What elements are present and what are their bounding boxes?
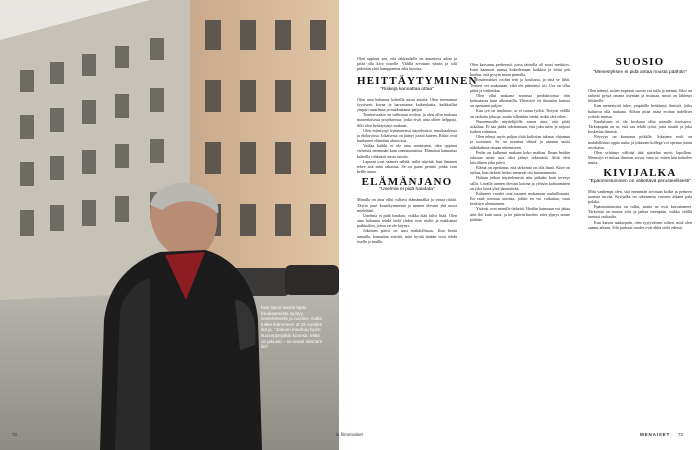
footer-url: is.fi/menaiset xyxy=(336,432,363,437)
paragraph: Teatterissakin on vaihtunut rooleja, ja olen ollut mukana monenlaisissa projekteissa, jotka eivät aina olleet helppoja. Silti olen heittäytynyt mukaan. xyxy=(357,112,457,128)
paragraph: Olen yrittänyt välittää tätä ajattelua myös lapsilleni. Menestys ei mittaa ihmisen arvoa, vaan se, miten hän kohtelee muita. xyxy=(588,149,692,166)
paragraph: Olen ollut mukana monissa produktioissa niin kotimaassa kuin ulkomailla. Yhteistyö eri ihmisten kanssa on opettanut paljon. xyxy=(470,92,570,109)
paragraph: Olen oppinut sen, että rakkaudelle on annettava aikaa ja pitää olla kiva toiselle. Välillä arvataan väärin ja silti pidetään yhtä kumppanina eikä luovuta. xyxy=(357,56,457,72)
paragraph: Nuoremmille näyttelijöille sanon aina, että pitää uskaltaa. Ei saa jäädä odottamaan, että joku tulee ja tarjoaa kaiken valmiina. xyxy=(470,118,570,135)
paragraph: Mitä vanhempi olen, sitä enemmän arvostan kodin ja perheen tuomaa turvaa. Kivijalka on rakennettu vuosien aikana pala palalta. xyxy=(588,188,692,204)
section-subtitle: "Menestyksen ei pidä antaa nousta päähän" xyxy=(593,70,687,75)
article-column-1 xyxy=(357,56,478,244)
paragraph: Jokainen päivä on uusi mahdollisuus. Kun herää aamulla, kannattaa miettiä, mitä hyvää tänään voisi tehdä itselle ja muille. xyxy=(357,228,457,244)
paragraph: Olen nähnyt, miten nopeasti suosio voi tulla ja mennä. Siksi on tärkeää pysyä omana itsenään ja muistaa, mistä on lähtenyt liikkeelle. xyxy=(588,88,692,104)
section-subtitle: "Unelmia ei pidä haudata" xyxy=(379,187,435,193)
paragraph: Elämä on opettanut, että tärkeintä on olla läsnä. Kiire on turhaa, kun tärkeät hetket menevät ohi huomaamatta. xyxy=(470,165,570,176)
photo-illustration xyxy=(0,0,339,450)
paragraph: Olen kasvanut perheessä, jossa taiteella oli suuri merkitys. Isäni kannusti minua kokeilemaan kaikkea ja äitini piti huolen, että pysyin maan pinnalla. xyxy=(470,62,570,78)
paragraph: Kun katson taaksepäin, olen tyytyväinen siihen, mitä olen saanut aikaan. Silti parhaat vuodet ovat ehkä vielä edessä. xyxy=(588,219,692,230)
section-title-elamanjano: ELÄMÄNJANO xyxy=(361,176,453,189)
section-title-suosio: SUOSIO xyxy=(615,56,665,68)
paragraph: Perhe on kulkenut mukana koko matkan. Ilman heidän tukeaan moni asia olisi jäänyt tekemättä. Siitä olen kiitollinen joka päivä. xyxy=(470,149,570,165)
paragraph: Olen aina halunnut kokeilla uusia asioita. Olen treenannut fyysisesti kovaa ja harrastanut kaikenlaista, keikkaillut ympäri maailmaa ja matkustanut paljon. xyxy=(357,96,457,113)
paragraph: Vaikka kaikki ei ole aina onnistunut, olen oppinut virheistä enemmän kuin onnistumisista. Elämässä kannattaa kokeilla rohkeasti uusia asioita. xyxy=(357,143,457,159)
footer-brand: MENAISET xyxy=(640,432,671,437)
paragraph: Kun työ on intohimo, se ei tunnu työltä. Tietysti välillä on raskaita jaksoja, mutta silloinkin tietää, miksi tätä tekee. xyxy=(470,108,570,119)
paragraph: Nöyryys on kantanut pitkälle. Jokainen rooli on mahdollisuus oppia uutta, ja jokainen kollega voi opettaa jotain arvokasta. xyxy=(588,134,692,150)
section-title-heittaytyminen: HEITTÄYTYMINEN xyxy=(357,75,478,88)
suosio-header xyxy=(588,56,692,80)
paragraph: Olen esiintynyt kymmenissä näytelmissä, musikaaleissa ja elokuvissa. Jokaisesta on jäänyt jotain käteen. Riskit ovat kuuluneet elämääni alusta asti. xyxy=(357,127,457,144)
article-column-3 xyxy=(588,88,692,230)
article-column-2 xyxy=(470,62,570,222)
paragraph: Kuuluisuus ei ole koskaan ollut minulle itseisarvo. Tärkeämpää on se, että saa tehdä työtä, josta nauttii ja joka koskettaa ihmisiä. xyxy=(588,118,692,135)
section-title-kivijalka: KIVIJALKA xyxy=(603,167,677,180)
paragraph: Haluan jatkaa näyttelemistä niin pitkään kuin terveys sallii. Lavalla tunnen olevani kotona ja yleisön kohtaaminen on joka kerta yhtä jännittävää. xyxy=(470,175,570,191)
paragraph: Kun menestystä tulee, ympärille kerääntyy ihmisiä, jotka haluavat olla mukana. Silloin pitää osata erottaa todelliset ystävät muista. xyxy=(588,103,692,119)
paragraph: Ensimmäiset roolini tein jo koulussa, ja siitä se lähti. Teatteri vei mukanaan, eikä ole päästänyt irti. Ura on ollut pitkä ja vaiherikas. xyxy=(470,77,570,93)
page-number-right: 73 xyxy=(678,432,684,437)
paragraph: Lapseni ovat saaneet nähdä, miltä näyttää, kun ihminen tekee sitä mitä rakastaa. Se on paras perintö jonka voin heille antaa. xyxy=(357,158,457,174)
section-subtitle: "Epäonnistuminen on vältettävä perusteellisesti" xyxy=(588,178,692,184)
paragraph: Epäonnistumisia on tullut, mutta ne ovat kasvattaneet. Tärkeintä on nousta ylös ja jatkaa eteenpäin, vaikka välillä tuntuisi raskaalta. xyxy=(588,204,692,220)
paragraph: Olen tehnyt myös paljon töitä kulissien takana, ohjannut ja tuottanut. Se on avannut silmiä ja antanut uusia näkökulmia omaan tekemiseen. xyxy=(470,134,570,150)
paragraph: Kuluneet vuodet ovat tuoneet mukanaan rauhallisuutta. En enää stressaa asioista, joihin en voi vaikuttaa, vaan keskityn olennaiseen. xyxy=(470,190,570,207)
paragraph: Ystävät ovat minulle tärkeitä. Heidän kanssaan voi jakaa niin ilot kuin surut, ja he pitävät huolen, ettei ylpeys nouse päähän. xyxy=(470,206,570,222)
portrait-photo xyxy=(0,0,339,450)
paragraph: Unelmia ei pidä haudata, vaikka ikää tulisi lisää. Olen aina halunnut tehdä vielä yhden ison roolin ja matkustaa paikkoihin, joissa en ole käynyt. xyxy=(357,212,457,229)
section-subtitle: "Riskejä kannattaa ottaa" xyxy=(380,86,434,92)
page-number-left: 72 xyxy=(12,432,18,437)
photo-caption: Kan Spuri nuorin lapsi (mukaanuista syntyy, seelehmeelis ja nuorim- malla tuilee ikämmeen of 25 vuoden ikä ja. "Jokoon muuhuu hyvin kuuseppejalkin koonsa. Mikä on jakueki – se onaet elämänl iloi" xyxy=(261,305,323,350)
paragraph: Minulla on aina ollut valtava elämännälkä ja virtaa riittää. Täytin juuri kuusikymmentä ja tunnen olevani yhä nuori mieleltäni. xyxy=(357,197,457,213)
